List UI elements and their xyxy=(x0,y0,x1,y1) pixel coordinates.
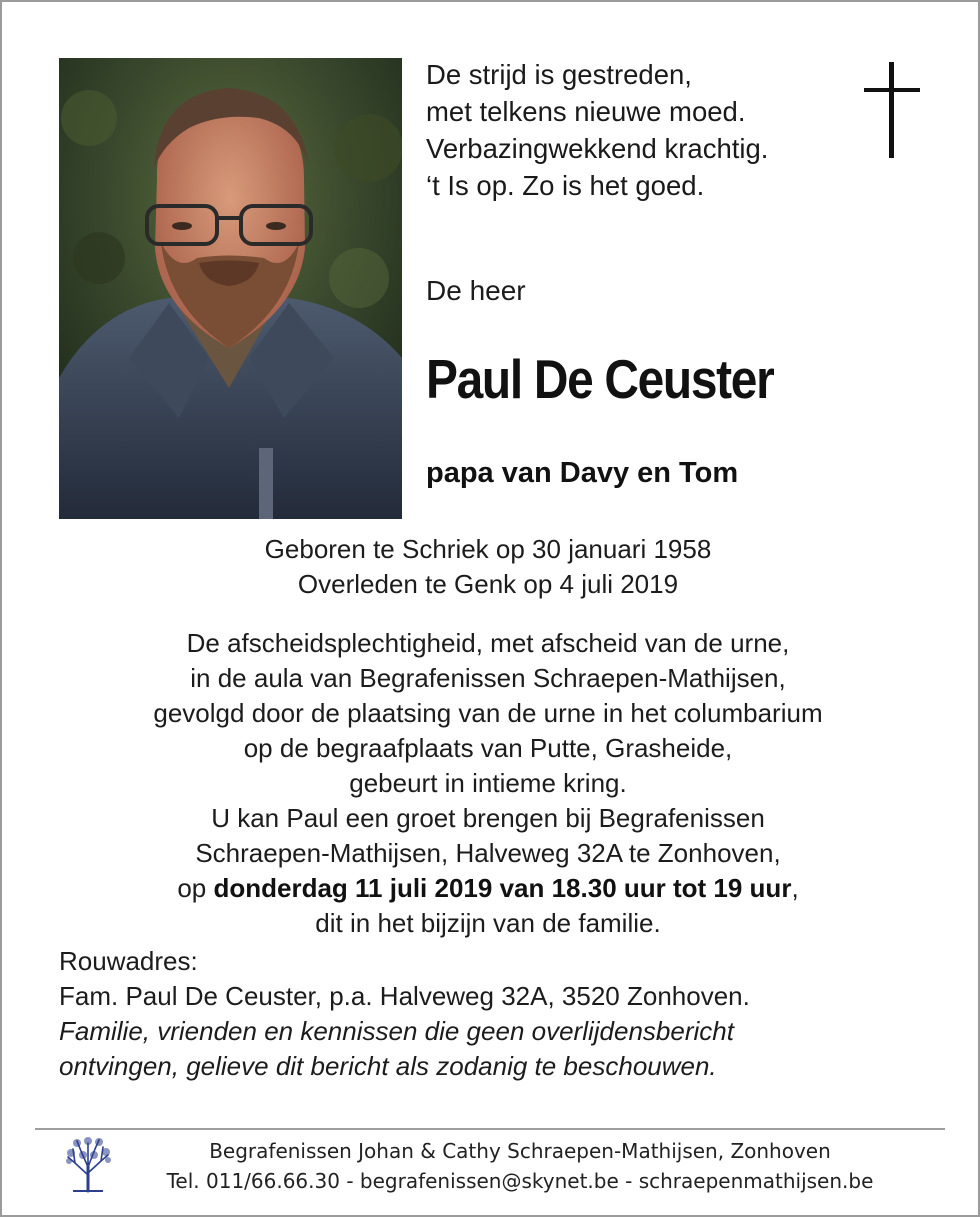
funeral-home-footer xyxy=(115,1136,925,1196)
deceased-name: Paul De Ceuster xyxy=(426,348,774,410)
ceremony-line: gevolgd door de plaatsing van de urne in het columbarium xyxy=(153,698,823,728)
relation-line: papa van Davy en Tom xyxy=(426,457,739,489)
footer-divider xyxy=(35,1128,945,1130)
ceremony-text xyxy=(0,626,976,941)
verse-line: met telkens nieuwe moed. xyxy=(426,96,746,127)
ceremony-closing: dit in het bijzijn van de familie. xyxy=(315,908,661,938)
cross-icon xyxy=(862,62,922,160)
birth-line: Geboren te Schriek op 30 januari 1958 xyxy=(264,534,712,564)
portrait-photo xyxy=(59,58,402,519)
mourning-address xyxy=(59,944,750,1084)
address-label: Rouwadres: xyxy=(59,946,198,976)
verse-line: ‘t Is op. Zo is het goed. xyxy=(426,170,705,201)
death-line: Overleden te Genk op 4 juli 2019 xyxy=(297,569,679,599)
verse-line: Verbazingwekkend krachtig. xyxy=(426,133,769,164)
ceremony-line: in de aula van Begrafenissen Schraepen-Mathijsen, xyxy=(190,663,786,693)
address-line: Fam. Paul De Ceuster, p.a. Halveweg 32A, 3520 Zonhoven. xyxy=(59,981,750,1011)
verse-line: De strijd is gestreden, xyxy=(426,59,692,90)
visitation-suffix: , xyxy=(791,873,799,903)
funeral-home-contact: Tel. 011/66.66.30 - begrafenissen@skynet.be - schraepenmathijsen.be xyxy=(166,1169,874,1193)
visitation-line xyxy=(0,871,976,906)
ceremony-line: Schraepen-Mathijsen, Halveweg 32A te Zonhoven, xyxy=(195,838,781,868)
visitation-datetime: donderdag 11 juli 2019 van 18.30 uur tot 19 uur xyxy=(213,873,792,903)
visitation-prefix: op xyxy=(177,873,214,903)
ceremony-line: De afscheidsplechtigheid, met afscheid van de urne, xyxy=(186,628,790,658)
funeral-home-name: Begrafenissen Johan & Cathy Schraepen-Mathijsen, Zonhoven xyxy=(209,1139,831,1163)
ceremony-line: gebeurt in intieme kring. xyxy=(349,768,627,798)
ceremony-line: op de begraafplaats van Putte, Grasheide, xyxy=(243,733,733,763)
salutation: De heer xyxy=(426,275,526,306)
notice-note: ontvingen, gelieve dit bericht als zodanig te beschouwen. xyxy=(59,1051,717,1081)
notice-note: Familie, vrienden en kennissen die geen overlijdensbericht xyxy=(59,1016,734,1046)
ceremony-line: U kan Paul een groet brengen bij Begrafenissen xyxy=(211,803,765,833)
tree-logo-icon xyxy=(63,1135,113,1193)
life-dates xyxy=(0,532,976,602)
memorial-verse xyxy=(426,56,768,204)
